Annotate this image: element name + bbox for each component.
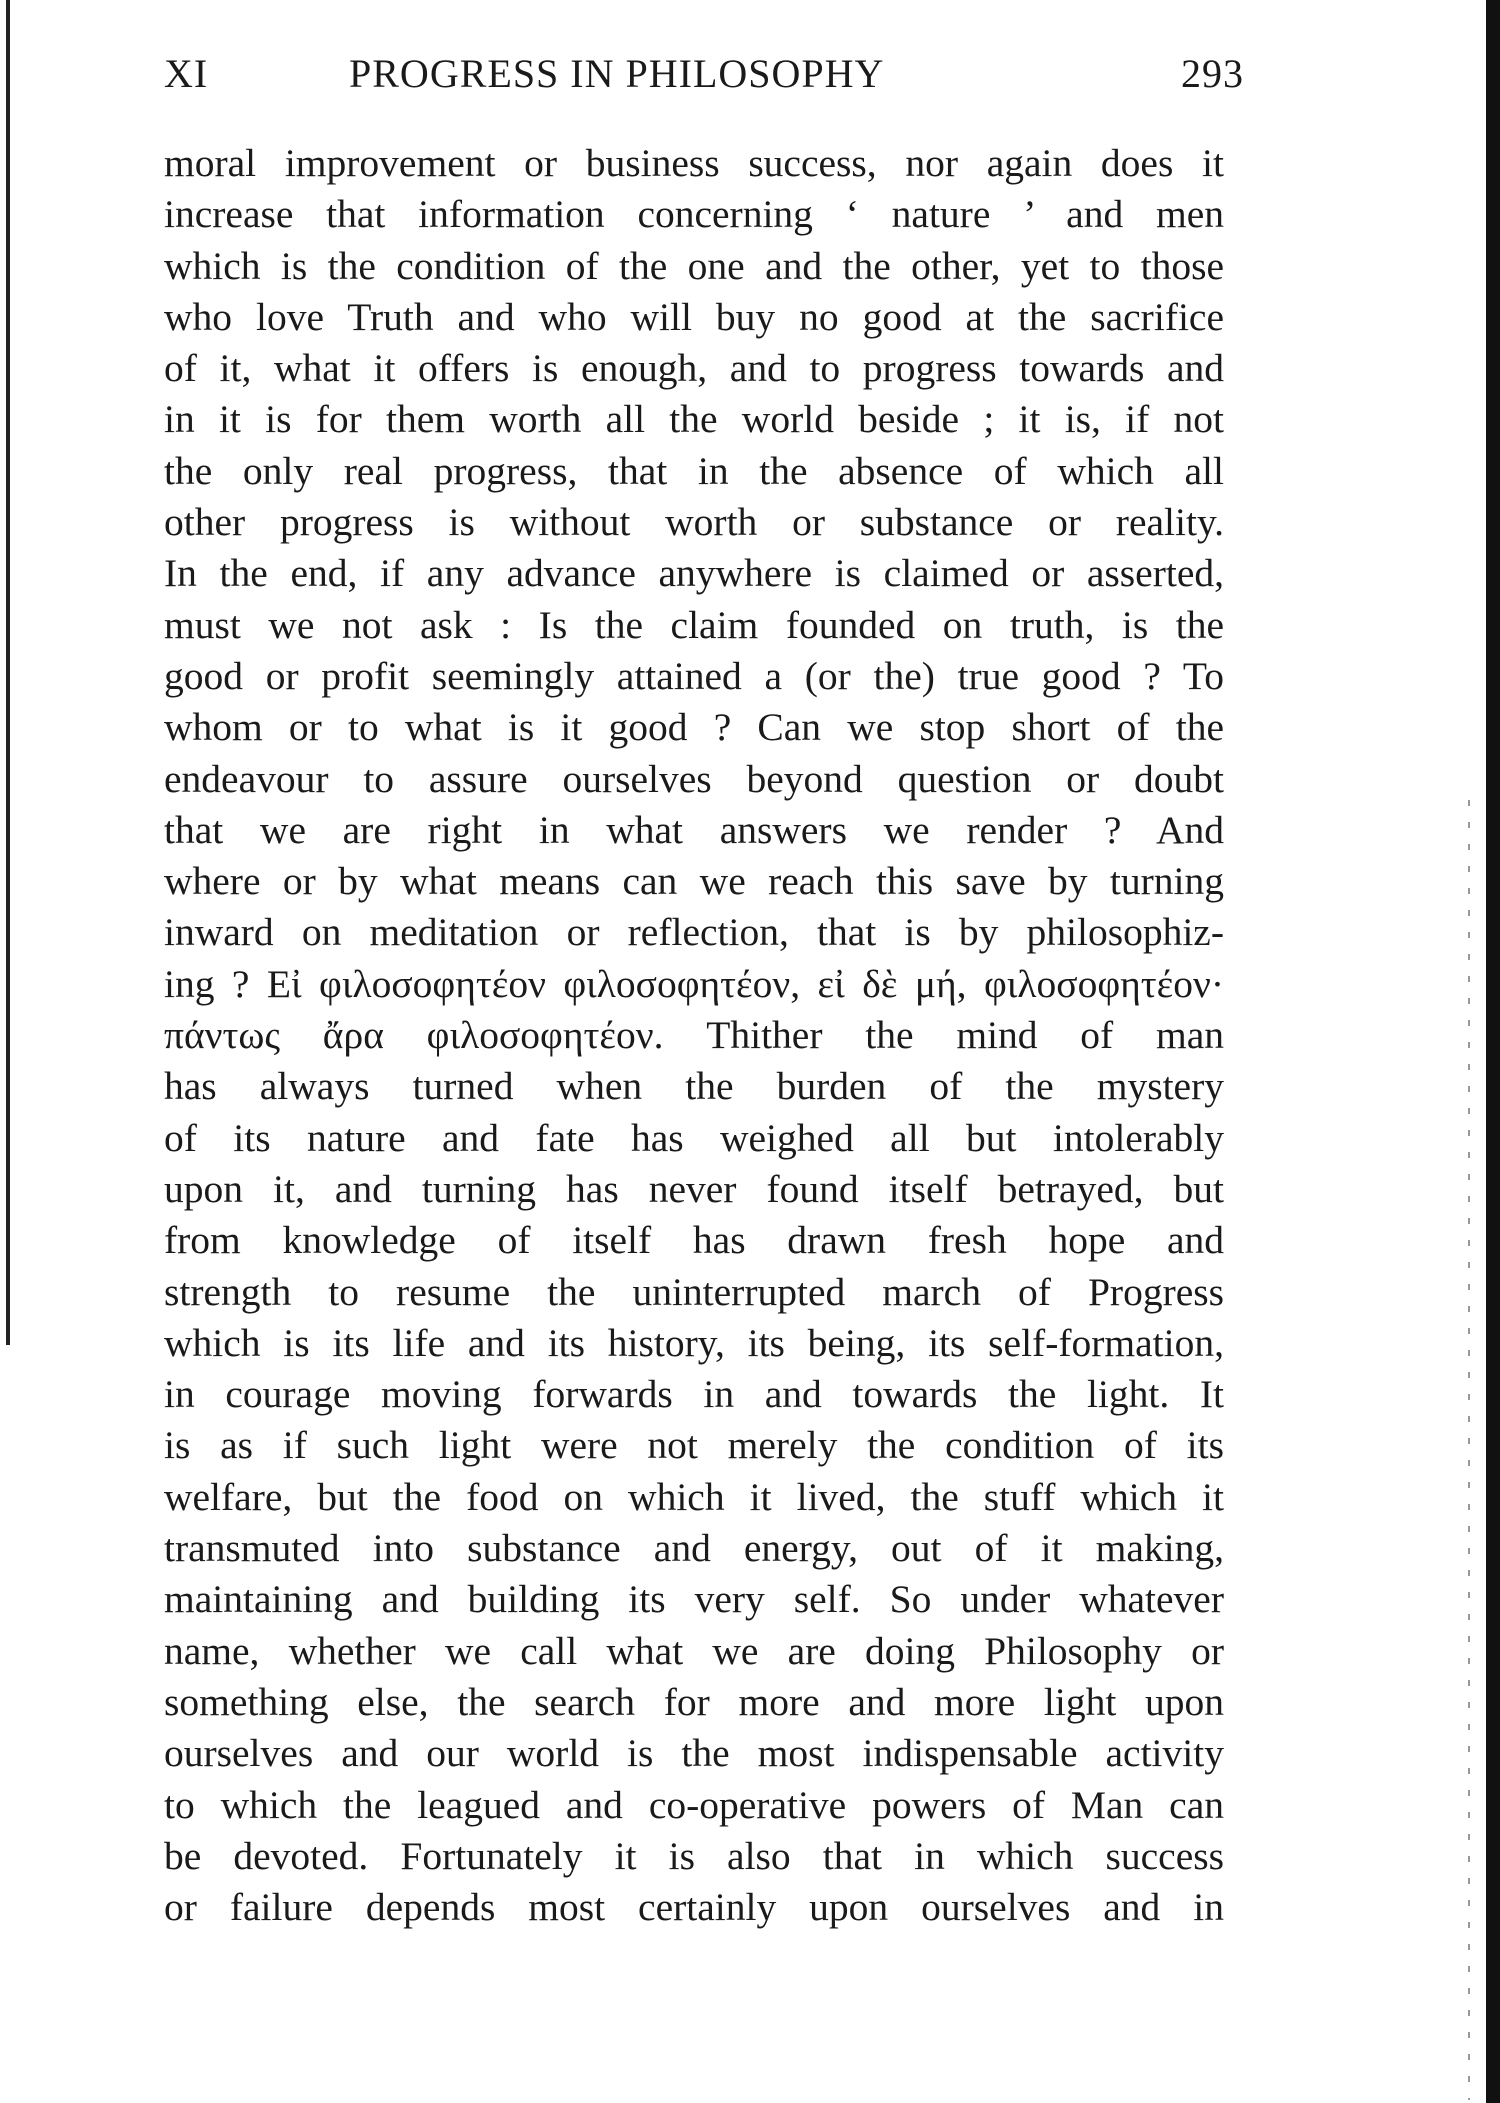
text-line: that we are right in what answers we render ? And xyxy=(164,807,1224,852)
text-line: πάντως ἄρα φιλοσοφητέον. Thither the mind of man xyxy=(164,1013,1224,1058)
text-line: moral improvement or business success, nor again does it xyxy=(164,141,1224,185)
text-line: who love Truth and who will buy no good at the sacrifice xyxy=(164,294,1224,339)
text-line: name, whether we call what we are doing Philosophy or xyxy=(164,1628,1224,1673)
text-line: the only real progress, that in the absence of which all xyxy=(164,448,1224,493)
text-line: ourselves and our world is the most indispensable activity xyxy=(164,1731,1224,1776)
text-line: from knowledge of itself has drawn fresh hope and xyxy=(164,1218,1224,1263)
scan-gutter-noise xyxy=(1468,800,1470,2100)
text-line: has always turned when the burden of the mystery xyxy=(164,1064,1224,1109)
scan-right-edge xyxy=(1486,0,1500,2103)
text-line: good or profit seemingly attained a (or the) true good ? To xyxy=(164,653,1224,698)
running-header xyxy=(164,50,1244,100)
text-line: of its nature and fate has weighed all but intolerably xyxy=(164,1115,1224,1160)
text-line: increase that information concerning ‘ nature ’ and men xyxy=(164,192,1224,237)
text-line: something else, the search for more and more light upon xyxy=(164,1679,1224,1724)
text-line: is as if such light were not merely the condition of its xyxy=(164,1423,1224,1468)
text-line: inward on meditation or reflection, that is by philosophiz- xyxy=(164,910,1224,955)
text-line: which is the condition of the one and the other, yet to those xyxy=(164,243,1224,288)
text-line: in courage moving forwards in and towards the light. It xyxy=(164,1372,1224,1417)
chapter-number: XI xyxy=(164,51,209,96)
page-number: 293 xyxy=(1181,51,1244,96)
running-title: PROGRESS IN PHILOSOPHY xyxy=(349,51,885,96)
text-line: maintaining and building its very self. So under whatever xyxy=(164,1577,1224,1622)
text-line: must we not ask : Is the claim founded on truth, is the xyxy=(164,602,1224,647)
scan-left-edge xyxy=(6,0,10,1345)
text-line: welfare, but the food on which it lived, the stuff which it xyxy=(164,1474,1224,1519)
text-line: whom or to what is it good ? Can we stop short of the xyxy=(164,705,1224,750)
text-line: ing ? Εἰ φιλοσοφητέον φιλοσοφητέον, εἰ δὲ μή, φιλοσοφητέον· xyxy=(164,961,1224,1006)
text-line: strength to resume the uninterrupted march of Progress xyxy=(164,1269,1224,1314)
text-line: which is its life and its history, its being, its self-formation, xyxy=(164,1320,1224,1365)
text-line: transmuted into substance and energy, out of it making, xyxy=(164,1526,1224,1571)
text-line: of it, what it offers is enough, and to progress towards and xyxy=(164,346,1224,391)
page-body xyxy=(164,138,1224,1933)
text-line: in it is for them worth all the world beside ; it is, if not xyxy=(164,397,1224,442)
text-line: upon it, and turning has never found itself betrayed, but xyxy=(164,1166,1224,1211)
text-line: where or by what means can we reach this save by turning xyxy=(164,859,1224,904)
text-line: to which the leagued and co-operative powers of Man can xyxy=(164,1782,1224,1827)
text-line: other progress is without worth or substance or reality. xyxy=(164,500,1224,545)
text-line: be devoted. Fortunately it is also that in which success xyxy=(164,1833,1224,1878)
text-line: endeavour to assure ourselves beyond question or doubt xyxy=(164,756,1224,801)
text-line: In the end, if any advance anywhere is claimed or asserted, xyxy=(164,551,1224,596)
text-line: or failure depends most certainly upon ourselves and in xyxy=(164,1885,1224,1930)
